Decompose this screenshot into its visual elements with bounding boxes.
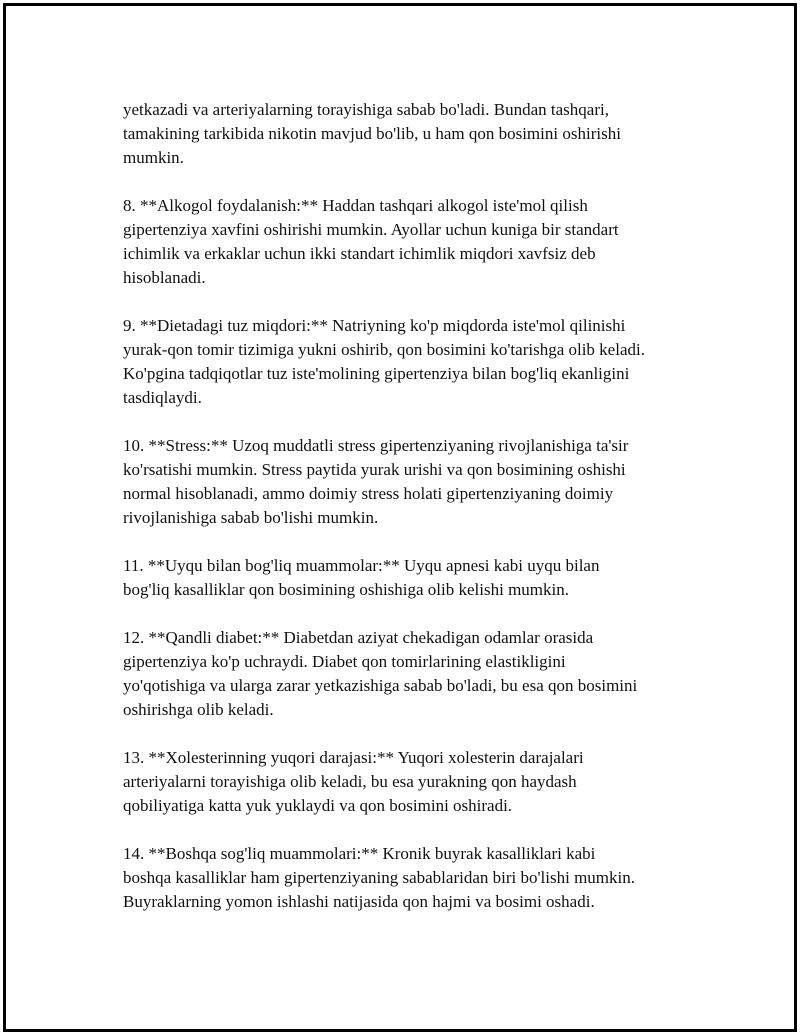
paragraph-item-8: 8. **Alkogol foydalanish:** Haddan tashqari alkogol iste'mol qilish gipertenziya xavfini oshirishi mumkin. Ayollar uchun kuniga bir standart ichimlik va erkaklar uchun ikki standart ichimlik miqdori xavfsiz deb hisoblanadi. bbox=[123, 196, 619, 287]
document-body bbox=[123, 98, 703, 938]
paragraph-item-14: 14. **Boshqa sog'liq muammolari:** Kronik buyrak kasalliklari kabi boshqa kasalliklar ham gipertenziyaning sabablaridan biri bo'lishi mumkin. Buyraklarning yomon ishlashi natijasida qon hajmi va bosimi oshadi. bbox=[123, 844, 636, 911]
paragraph-item-13: 13. **Xolesterinning yuqori darajasi:** Yuqori xolesterin darajalari arteriyalarni torayishiga olib keladi, bu esa yurakning qon haydash qobiliyatiga katta yuk yuklaydi va qon bosimini oshiradi. bbox=[123, 748, 584, 815]
paragraph-item-10: 10. **Stress:** Uzoq muddatli stress gipertenziyaning rivojlanishiga ta'sir ko'rsatishi mumkin. Stress paytida yurak urishi va qon bosimining oshishi normal hisoblanadi, ammo doimiy stress holati gipertenziyaning doimiy rivojlanishiga sabab bo'lishi mumkin. bbox=[123, 436, 629, 527]
paragraph-item-12: 12. **Qandli diabet:** Diabetdan aziyat chekadigan odamlar orasida gipertenziya ko'p uchraydi. Diabet qon tomirlarining elastikligini yo'qotishiga va ularga zarar yetkazishiga sabab bo'ladi, bu esa qon bosimini oshirishga olib keladi. bbox=[123, 628, 638, 719]
page-frame bbox=[3, 3, 797, 1032]
paragraph-item-9: 9. **Dietadagi tuz miqdori:** Natriyning ko'p miqdorda iste'mol qilinishi yurak-qon tomir tizimiga yukni oshirib, qon bosimini ko'tarishga olib keladi. Ko'pgina tadqiqotlar tuz iste'molining gipertenziya bilan bog'liq ekanligini tasdiqlaydi. bbox=[123, 316, 645, 407]
paragraph-item-11: 11. **Uyqu bilan bog'liq muammolar:** Uyqu apnesi kabi uyqu bilan bog'liq kasalliklar qon bosimining oshishiga olib kelishi mumkin. bbox=[123, 556, 600, 599]
paragraph-continuation: yetkazadi va arteriyalarning torayishiga sabab bo'ladi. Bundan tashqari, tamakining tarkibida nikotin mavjud bo'lib, u ham qon bosimini oshirishi mumkin. bbox=[123, 100, 621, 167]
